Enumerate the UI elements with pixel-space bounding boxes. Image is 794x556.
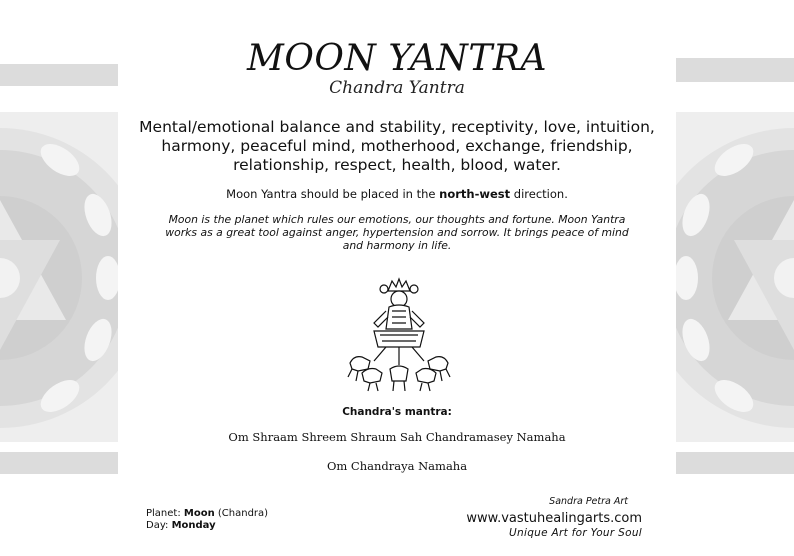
mantra-line-1: Om Shraam Shreem Shraum Sah Chandramasey Namaha	[228, 430, 566, 444]
planet-line	[146, 508, 268, 520]
mantra-line-2: Om Chandraya Namaha	[326, 459, 468, 473]
chandra-deity-illustration	[344, 277, 454, 397]
artist-name: Sandra Petra Art	[549, 496, 628, 507]
page-title: MOON YANTRA	[247, 38, 547, 79]
planet-alias: (Chandra)	[214, 508, 269, 519]
placement-prefix: Moon Yantra should be placed in the	[226, 187, 440, 201]
qualities-text: Mental/emotional balance and stability, receptivity, love, intuition, harmony, peaceful mind, motherhood, exchange, friendship, relationship, respect, health, blood, water.	[139, 118, 655, 174]
artist-tagline: Unique Art for Your Soul	[509, 527, 642, 539]
website-link[interactable]: www.vastuhealingarts.com	[466, 511, 642, 526]
right-yantra-decoration	[676, 0, 794, 556]
day-label: Day:	[146, 520, 172, 531]
artist-signature	[442, 496, 642, 539]
planet-name: Moon	[183, 508, 215, 519]
page-subtitle: Chandra Yantra	[329, 78, 465, 98]
yantra-info-sheet	[118, 0, 676, 556]
left-yantra-decoration	[0, 0, 118, 556]
placement-direction: north-west	[439, 187, 511, 201]
description-text: Moon is the planet which rules our emotions, our thoughts and fortune. Moon Yantra works as a great tool against anger, hypertension and sorrow. It brings peace of mind and harmony in life.	[165, 213, 629, 252]
placement-suffix: direction.	[510, 187, 568, 201]
placement-text	[118, 187, 676, 201]
day-line	[146, 520, 268, 532]
mantra-heading: Chandra's mantra:	[342, 406, 452, 418]
day-value: Monday	[171, 520, 216, 531]
planet-info	[146, 508, 268, 532]
planet-label: Planet:	[146, 508, 184, 519]
